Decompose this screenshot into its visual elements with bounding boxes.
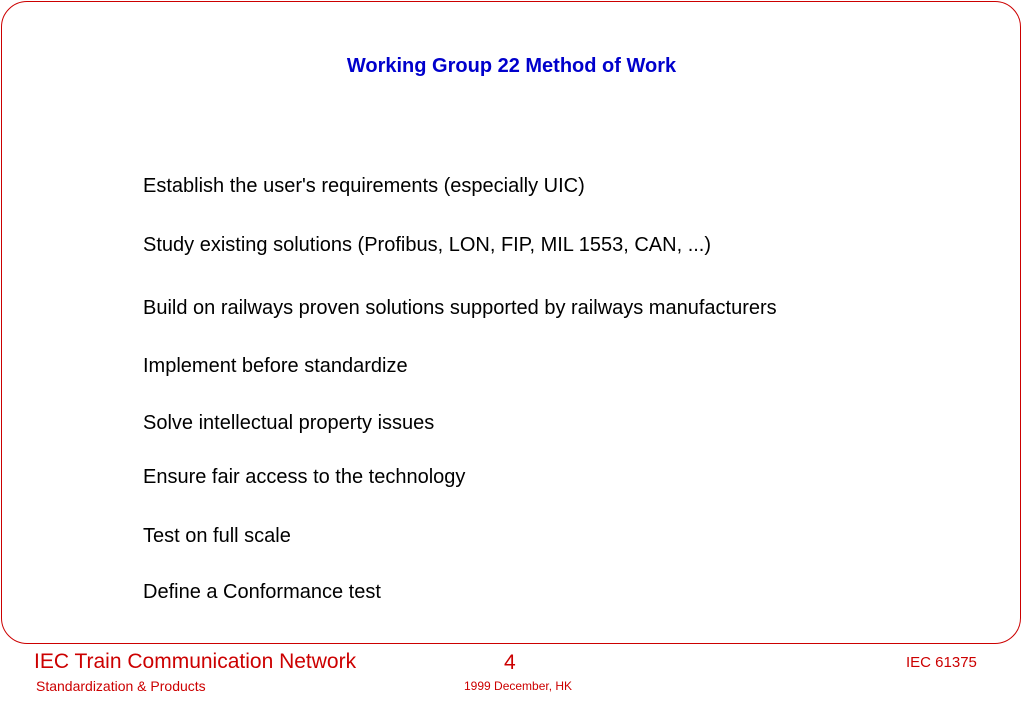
bullet-item: Define a Conformance test (143, 581, 381, 603)
footer-subtitle: Standardization & Products (36, 678, 206, 694)
bullet-item: Ensure fair access to the technology (143, 466, 466, 488)
bullet-item: Solve intellectual property issues (143, 412, 435, 434)
footer-date: 1999 December, HK (464, 679, 573, 693)
bullet-item: Study existing solutions (Profibus, LON, FIP, MIL 1553, CAN, ...) (143, 234, 712, 256)
bullet-item: Build on railways proven solutions supported by railways manufacturers (143, 297, 777, 319)
footer-standard: IEC 61375 (906, 654, 977, 671)
bullet-item: Implement before standardize (143, 355, 408, 377)
bullet-item: Test on full scale (143, 525, 291, 547)
footer-title: IEC Train Communication Network (34, 650, 357, 673)
bullet-item: Establish the user's requirements (especially UIC) (143, 175, 585, 197)
slide-title: Working Group 22 Method of Work (346, 55, 677, 77)
page-number: 4 (504, 651, 516, 674)
